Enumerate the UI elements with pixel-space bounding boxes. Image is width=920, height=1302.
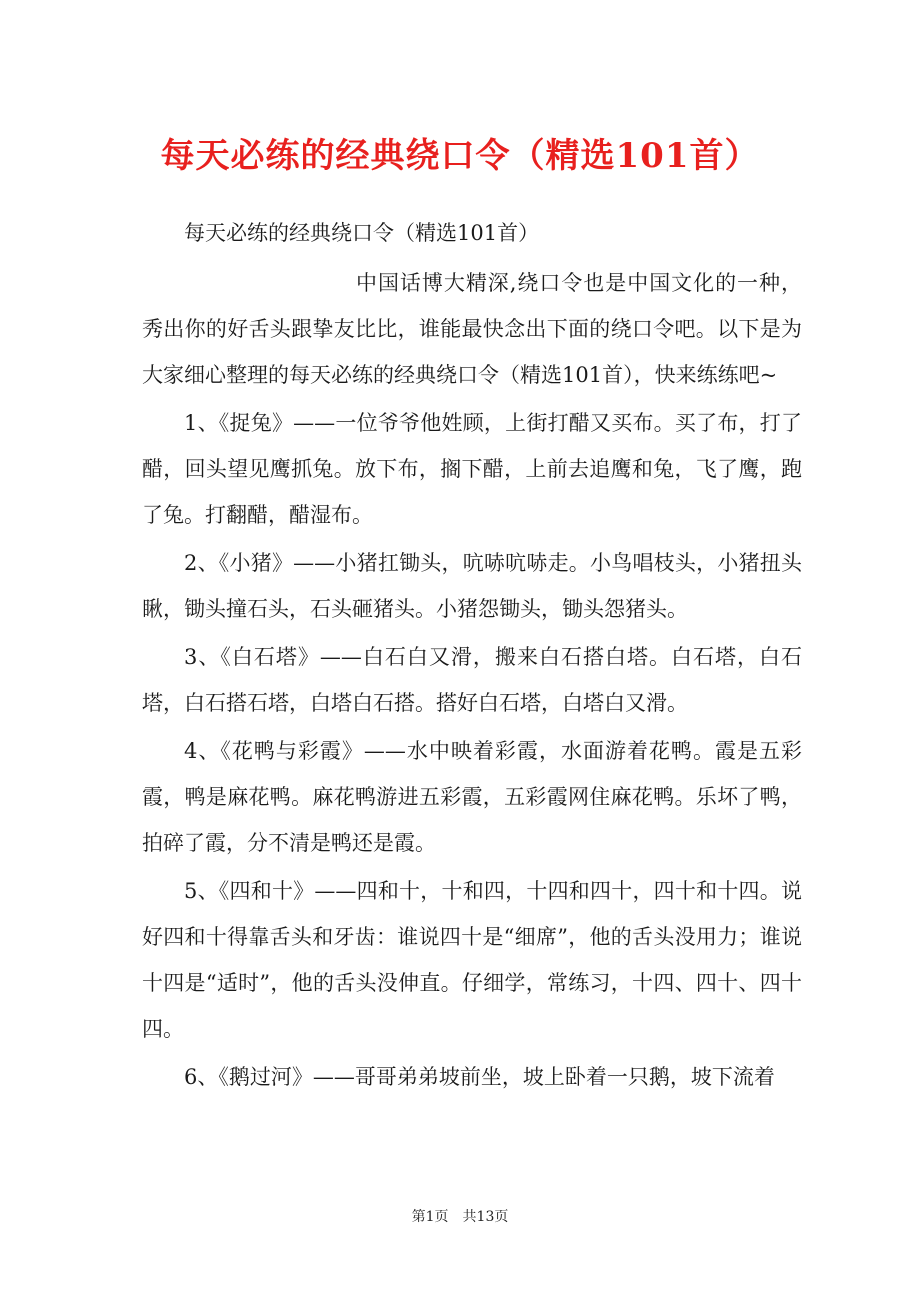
document-body [142, 210, 802, 1100]
page-total: 共13页 [462, 1209, 509, 1225]
document-subtitle: 每天必练的经典绕口令（精选101首） [184, 221, 540, 245]
tongue-twister-item: 5、《四和十》——四和十，十和四，十四和四十，四十和十四。说好四和十得靠舌头和牙齿：谁说四十是“细席”，他的舌头没用力；谁说十四是“适时”，他的舌头没伸直。仔细学，常练习，十四、四十、四十四。 [142, 879, 802, 1041]
tongue-twister-item: 6、《鹅过河》——哥哥弟弟坡前坐，坡上卧着一只鹅，坡下流着 [184, 1065, 775, 1089]
tongue-twister-item: 4、《花鸭与彩霞》——水中映着彩霞，水面游着花鸭。霞是五彩霞，鸭是麻花鸭。麻花鸭游进五彩霞，五彩霞网住麻花鸭。乐坏了鸭，拍碎了霞，分不清是鸭还是霞。 [142, 739, 802, 855]
tongue-twister-item: 1、《捉兔》——一位爷爷他姓顾，上街打醋又买布。买了布，打了醋，回头望见鹰抓兔。放下布，搁下醋，上前去追鹰和兔，飞了鹰，跑了兔。打翻醋，醋湿布。 [142, 411, 802, 527]
page-number: 第1页 [411, 1209, 449, 1225]
intro-paragraph: 中国话博大精深,绕口令也是中国文化的一种，秀出你的好舌头跟挚友比比，谁能最快念出下面的绕口令吧。以下是为大家细心整理的每天必练的经典绕口令（精选101首），快来练练吧~ [142, 271, 802, 387]
tongue-twister-item: 2、《小猪》——小猪扛锄头，吭哧吭哧走。小鸟唱枝头，小猪扭头瞅，锄头撞石头，石头砸猪头。小猪怨锄头，锄头怨猪头。 [142, 551, 802, 621]
page-footer [0, 1206, 920, 1226]
document-title: 每天必练的经典绕口令（精选101首） [160, 136, 760, 176]
tongue-twister-item: 3、《白石塔》——白石白又滑，搬来白石搭白塔。白石塔，白石塔，白石搭石塔，白塔白石搭。搭好白石塔，白塔白又滑。 [142, 645, 802, 715]
